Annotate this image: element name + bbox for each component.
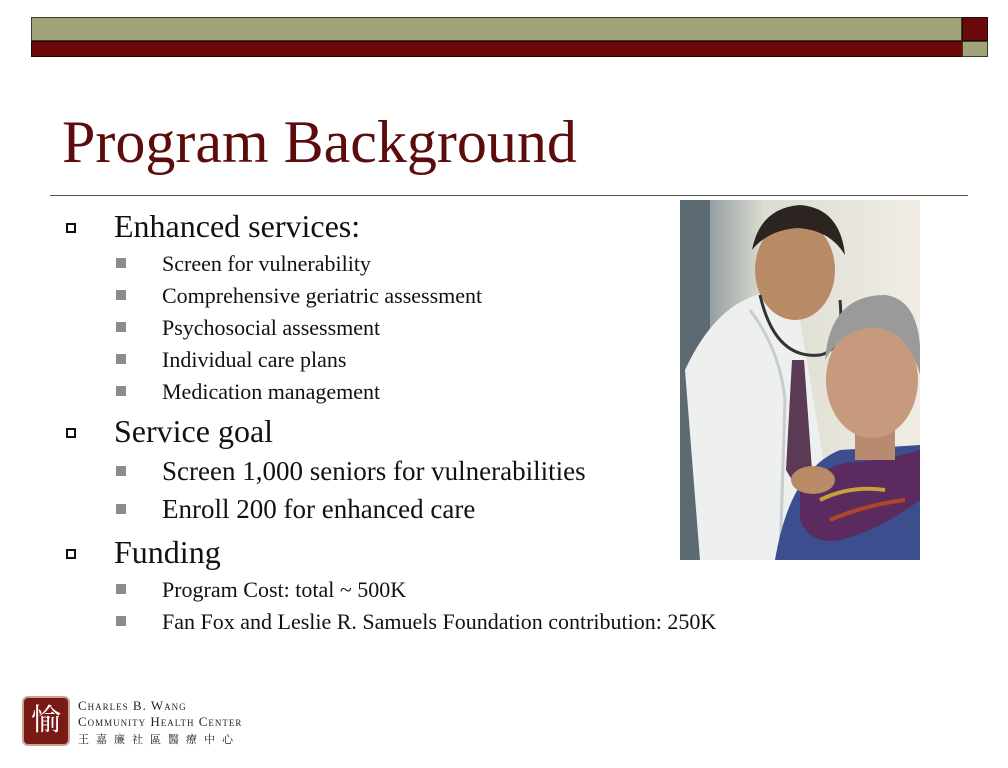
sub-bullet [62, 603, 962, 635]
square-bullet-icon [116, 386, 126, 396]
sub-bullet-text: Screen 1,000 seniors for vulnerabilities [162, 456, 586, 486]
header-maroon-square [962, 17, 988, 41]
header-olive-bar [31, 17, 962, 41]
logo-name-line2: Community Health Center [78, 714, 243, 729]
square-bullet-icon [116, 354, 126, 364]
logo-mark-icon [22, 696, 70, 746]
square-bullet-icon [116, 258, 126, 268]
square-bullet-icon [116, 616, 126, 626]
header-olive-square [962, 41, 988, 57]
sub-bullet-text: Program Cost: total ~ 500K [162, 577, 407, 602]
sub-bullet [62, 571, 962, 603]
doctor-patient-photo [680, 200, 920, 560]
header-maroon-bar [31, 41, 988, 57]
sub-bullet-text: Enroll 200 for enhanced care [162, 494, 476, 524]
hollow-square-bullet-icon [66, 428, 76, 438]
section-heading: Enhanced services: [114, 208, 361, 244]
square-bullet-icon [116, 504, 126, 514]
sub-bullet-text: Psychosocial assessment [162, 315, 381, 340]
section-heading: Funding [114, 534, 221, 570]
title-divider [50, 195, 968, 196]
square-bullet-icon [116, 584, 126, 594]
square-bullet-icon [116, 466, 126, 476]
hollow-square-bullet-icon [66, 223, 76, 233]
hollow-square-bullet-icon [66, 549, 76, 559]
organization-logo [22, 696, 252, 748]
slide-title: Program Background [62, 109, 577, 175]
sub-bullet-text: Comprehensive geriatric assessment [162, 283, 483, 308]
square-bullet-icon [116, 290, 126, 300]
sub-bullet-text: Medication management [162, 379, 381, 404]
square-bullet-icon [116, 322, 126, 332]
sub-bullet-text: Fan Fox and Leslie R. Samuels Foundation contribution: 250K [162, 609, 717, 634]
logo-chinese-name: 王嘉廉社區醫療中心 [78, 733, 240, 746]
sub-bullet-text: Screen for vulnerability [162, 251, 371, 276]
section-heading: Service goal [114, 413, 274, 449]
logo-glyph: 愉 [31, 703, 61, 738]
photo-illustration [680, 200, 920, 560]
sub-bullet-text: Individual care plans [162, 347, 347, 372]
header-decoration [31, 17, 988, 57]
logo-name-line1: Charles B. Wang [78, 698, 187, 713]
